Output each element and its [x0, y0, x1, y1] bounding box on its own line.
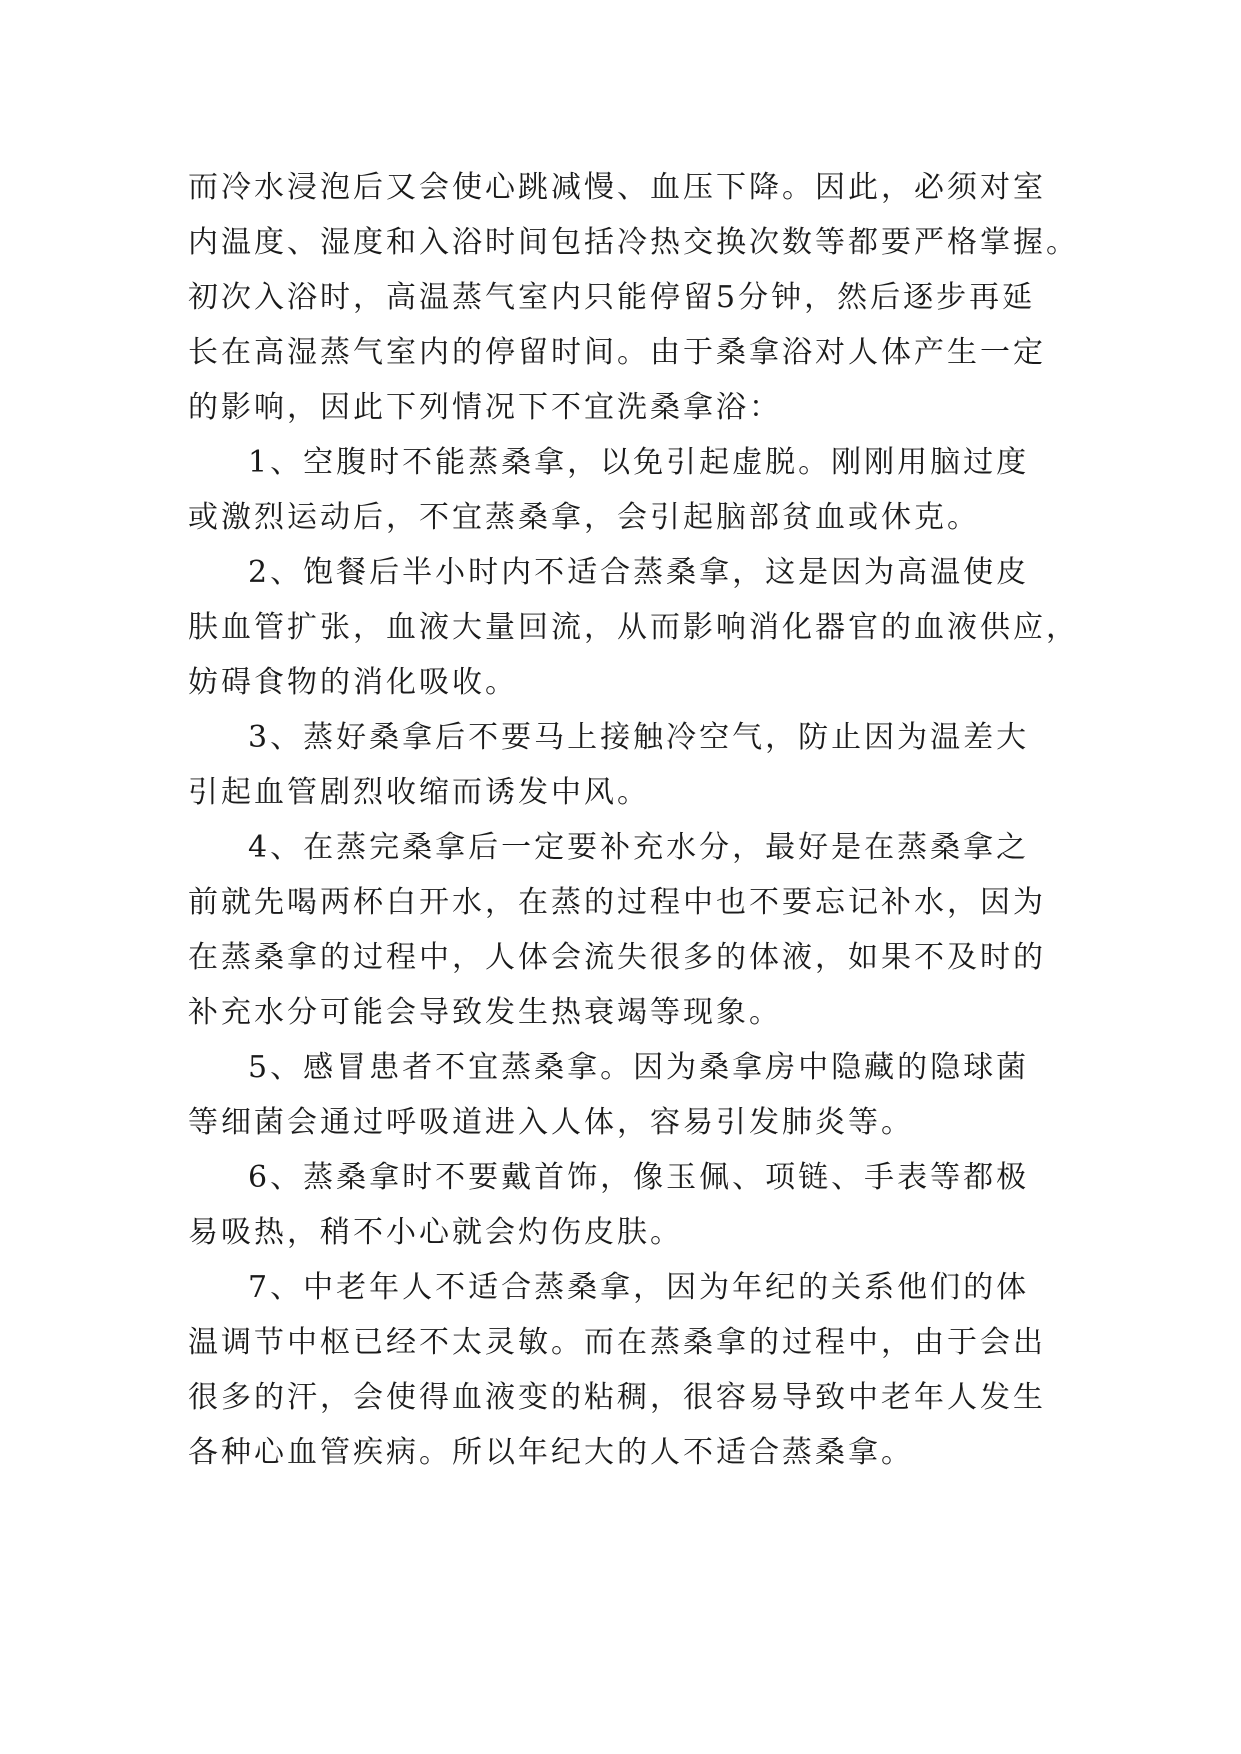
- text-line: 的影响，因此下列情况下不宜洗桑拿浴：: [188, 390, 782, 425]
- paragraph-first-line: 1、空腹时不能蒸桑拿，以免引起虚脱。刚刚用脑过度: [248, 445, 1030, 480]
- paragraph-first-line: 5、感冒患者不宜蒸桑拿。因为桑拿房中隐藏的隐球菌: [248, 1050, 1030, 1085]
- text-line: 等细菌会通过呼吸道进入人体，容易引发肺炎等。: [188, 1105, 914, 1140]
- text-line: 肤血管扩张，血液大量回流，从而影响消化器官的血液供应，: [188, 610, 1079, 645]
- body-text: [188, 160, 1088, 1480]
- text-line: 内温度、湿度和入浴时间包括冷热交换次数等都要严格掌握。: [188, 225, 1079, 260]
- paragraph-first-line: 3、蒸好桑拿后不要马上接触冷空气，防止因为温差大: [248, 720, 1030, 755]
- text-line: 而冷水浸泡后又会使心跳减慢、血压下降。因此，必须对室: [188, 170, 1046, 205]
- text-line: 或激烈运动后，不宜蒸桑拿，会引起脑部贫血或休克。: [188, 500, 980, 535]
- text-line: 引起血管剧烈收缩而诱发中风。: [188, 775, 650, 810]
- text-line: 前就先喝两杯白开水，在蒸的过程中也不要忘记补水，因为: [188, 885, 1046, 920]
- text-line: 初次入浴时，高温蒸气室内只能停留5分钟，然后逐步再延: [188, 280, 1036, 315]
- paragraph-first-line: 6、蒸桑拿时不要戴首饰，像玉佩、项链、手表等都极: [248, 1160, 1030, 1195]
- paragraph-first-line: 2、饱餐后半小时内不适合蒸桑拿，这是因为高温使皮: [248, 555, 1030, 590]
- text-line: 温调节中枢已经不太灵敏。而在蒸桑拿的过程中，由于会出: [188, 1325, 1046, 1360]
- text-line: 各种心血管疾病。所以年纪大的人不适合蒸桑拿。: [188, 1435, 914, 1470]
- text-line: 妨碍食物的消化吸收。: [188, 665, 518, 700]
- paragraph-first-line: 4、在蒸完桑拿后一定要补充水分，最好是在蒸桑拿之: [248, 830, 1030, 865]
- text-line: 在蒸桑拿的过程中，人体会流失很多的体液，如果不及时的: [188, 940, 1046, 975]
- paragraph-first-line: 7、中老年人不适合蒸桑拿，因为年纪的关系他们的体: [248, 1270, 1030, 1305]
- text-line: 很多的汗，会使得血液变的粘稠，很容易导致中老年人发生: [188, 1380, 1046, 1415]
- text-line: 补充水分可能会导致发生热衰竭等现象。: [188, 995, 782, 1030]
- text-line: 长在高湿蒸气室内的停留时间。由于桑拿浴对人体产生一定: [188, 335, 1046, 370]
- text-line: 易吸热，稍不小心就会灼伤皮肤。: [188, 1215, 683, 1250]
